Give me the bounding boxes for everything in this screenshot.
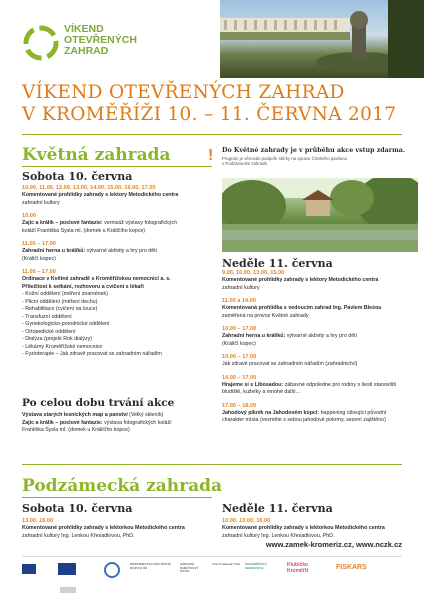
event-time: 13.00, 16.00 [22,518,54,524]
event-text: charakter místa (vezměte s sebou jahodové pokrmy, sezení zajištěno) [222,417,386,423]
event-time: 14.00 – 17.00 [222,374,257,381]
event-text: Komentované prohlídky zahrady s lektorkou Metodického centra [22,525,185,531]
dept-item: - Plicní oddělení (měření dechu) [22,298,98,305]
event-time: 10.00, 13.00, 16.00 [222,518,271,524]
event-text: bludiště, kuželky a mnohé další... [222,389,301,395]
event-text: zahradní kultury [222,284,260,291]
website-links[interactable]: www.zamek-kromeriz.cz, www.nczk.cz [265,540,402,549]
event-text: (Králičí kopec) [22,255,56,262]
fiskars-logo: FISKARS [336,564,367,571]
dept-item: - Kožní oddělení (měření znamének) [22,291,108,297]
garden-logo-icon [22,24,60,62]
event-title: Ordinace v Květné zahradě s Kroměřížskou nemocnicí a. s. [22,276,171,282]
event-text: Jak zdravě pracovat se zahradním nářadím (zahradnictví) [222,361,358,367]
event-logo [22,22,192,72]
event-title: Zajíc a králík – poslové fantazie: [22,220,103,226]
divider [22,497,212,498]
event-text: výstava fotografických koláží [102,419,172,426]
section-title-kvetna: Květná zahrada [22,145,171,165]
event-time: 9.00, 10.00, 13.00, 15.00 [222,270,285,276]
event-text: zábavné odpoledne pro rodiny s šesti stanovišti [283,381,397,388]
partner-logo [104,562,124,578]
dept-item: - Lékárny Kroměřížské nemocnice [22,343,103,350]
event-time: 11.00 – 17.00 [22,241,56,247]
notice-headline: Do Květné zahrady je v průběhu akce vstup zdarma. [222,147,406,154]
event-title: Příležitost k setkání, rozhovoru a cvičení s lékaři [22,283,144,290]
event-title: Jahodový piknik na Jahodovém kopci: [222,409,320,416]
npu-logo: NÁRODNÍ PAMÁTKOVÝ ÚSTAV [180,562,199,574]
event-text: výtvarné aktivity a hry pro děti [285,333,357,339]
pavilion-illustration [222,178,418,252]
event-text: zahradní kultury Ing. Lenkou Křesadlovou, PhD. [222,532,335,539]
notice-line: v Podzámecké zahradě. [222,161,269,166]
event-text: Komentovaná prohlídka s vedoucím zahrad Ing. Pavlem Bleśou [222,305,382,311]
day-saturday: Sobota 10. června [22,502,133,515]
program-sunday-kvetna [222,269,418,425]
dept-item: - Dialýza (projekt Rok dialýzy) [22,336,93,342]
ministry-logo: MINISTERSTVO PRO MÍSTNÍ ROZVOJ ČR [130,562,171,570]
event-time: 11.00 – 17.00 [22,269,56,275]
dept-item: - Transfuzní oddělení [22,313,72,320]
eu-flag-logo [58,562,98,578]
dept-item: - Fyzioterapie – Jak zdravě pracovat se zahradním nářadím [22,351,162,357]
day-sunday: Neděle 11. června [222,257,333,270]
event-title: Zajíc a králík – poslové fantazie: [22,419,103,426]
notice-line: Program je věnován podpoře sbírky na opravu Čínského pavilonu [222,156,347,161]
program-saturday-podzamecka [22,517,218,540]
divider [22,134,402,135]
event-time: 17.00 – 18.00 [222,402,257,409]
hero-photo-colonnade [220,0,424,78]
exclamation-icon: ! [208,147,214,164]
program-sunday-podzamecka [222,517,418,540]
divider [22,464,402,465]
event-time: 10.00 [22,213,36,219]
eu-fund-logo [22,562,44,578]
event-text: koláží Františka Sysla ml. (domek u Králičího kopce) [22,227,146,234]
dept-item: - Gynekologicko-porodnické oddělení [22,321,110,327]
program-saturday-kvetna [22,184,218,359]
all-time-title: Po celou dobu trvání akce [22,397,175,409]
czech-national-trust-logo: Czech National Trust [212,562,240,566]
colonnade-illustration [220,0,424,78]
dept-item: - Rehabilitace (cvičení na louce) [22,306,98,312]
all-time-program [22,412,218,435]
dept-item: - Ortopedické oddělení [22,328,76,335]
event-time: 11.00 a 14.00 [222,298,256,304]
day-sunday: Neděle 11. června [222,502,333,515]
event-time: 10.00 – 17.00 [222,326,257,332]
event-time: 10.00, 11.00, 12.00, 13.00, 14.00, 15.00, 16.00, 17.00 [22,185,156,191]
event-text: (Velký skleník) [127,412,164,418]
event-text: zahradní kultury Ing. Lenkou Křesadlovou, PhD. [22,532,135,539]
event-title: Zahradní herna u králíků: [22,248,86,254]
event-text: zaměřená na provoz Květné zahrady [222,312,309,319]
event-text: vernisáž výstavy fotografických [102,220,178,226]
divider [22,166,212,167]
event-text: Komentované prohlídky zahrady s lektorkou Metodického centra [222,525,385,531]
event-text: happening oživující původní [319,409,387,416]
klubicko-logo: Klubíčko Kroměříž [287,562,309,574]
event-title: Zahradní herna u králíků: [222,333,286,339]
event-text: zahradní kultury [22,199,60,206]
event-text: Komentované prohlídky zahrady s lektory Metodického centra [22,192,179,198]
divider [22,556,402,557]
event-title: Hrajeme si s Líbosadou: [222,381,284,388]
hospital-logo: KROMĚŘÍŽSKÁ NEMOCNICE [245,562,267,570]
section-title-podzamecka: Podzámecká zahrada [22,476,222,496]
logo-text: VÍKEND OTEVŘENÝCH ZAHRAD [64,23,137,57]
pavilion-photo [222,178,418,252]
event-text: Františka Sysla ml. (domek u Králičího kopce) [22,427,130,433]
page-title: VÍKEND OTEVŘENÝCH ZAHRAD V KROMĚŘÍŽI 10. – 11. ČERVNA 2017 [22,82,397,125]
event-title: Výstava starých lesnických map a panství [22,412,128,418]
event-text: výtvarné aktivity a hry pro děti [85,248,157,254]
day-saturday: Sobota 10. června [22,170,133,183]
event-text: (Králičí kopec) [222,340,256,347]
event-time: 10.00 – 17.00 [222,354,257,360]
event-text: Komentované prohlídky zahrady s lektory Metodického centra [222,277,379,283]
